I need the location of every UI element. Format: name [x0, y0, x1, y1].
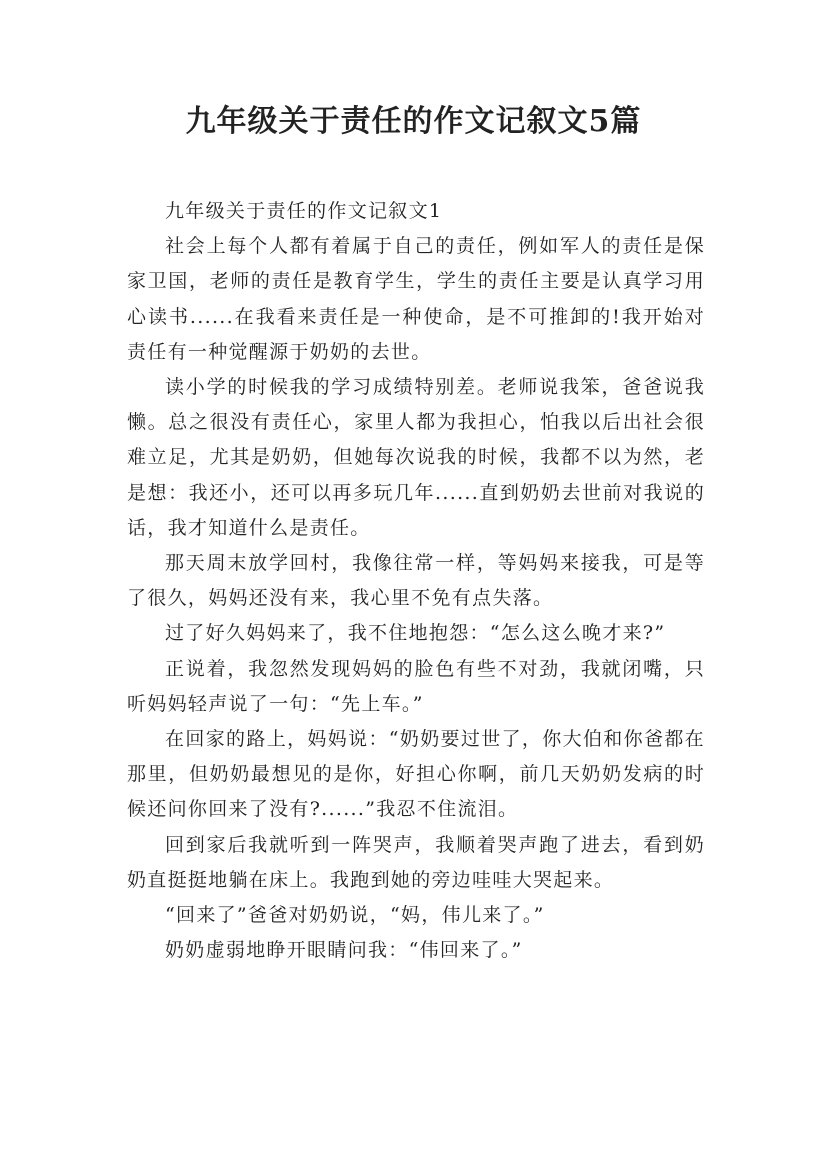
paragraph: 在回家的路上，妈妈说：“奶奶要过世了，你大伯和你爸都在那里，但奶奶最想见的是你，好担心你啊，前几天奶奶发病的时候还问你回来了没有?......”我忍不住流泪。 [127, 728, 705, 821]
paragraph: 那天周末放学回村，我像往常一样，等妈妈来接我，可是等了很久，妈妈还没有来，我心里不免有点失落。 [127, 552, 705, 610]
document-title: 九年级关于责任的作文记叙文5篇 [185, 104, 642, 139]
paragraph: 读小学的时候我的学习成绩特别差。老师说我笨，爸爸说我懒。总之很没有责任心，家里人都为我担心，怕我以后出社会很难立足，尤其是奶奶，但她每次说我的时候，我都不以为然，老是想：我还小，还可以再多玩几年......直到奶奶去世前对我说的话，我才知道什么是责任。 [127, 376, 705, 539]
paragraph: 社会上每个人都有着属于自己的责任，例如军人的责任是保家卫国，老师的责任是教育学生，学生的责任主要是认真学习用心读书......在我看来责任是一种使命，是不可推卸的!我开始对责任有一种觉醒源于奶奶的去世。 [127, 235, 705, 363]
section-heading: 九年级关于责任的作文记叙文1 [165, 200, 443, 222]
paragraph: 过了好久妈妈来了，我不住地抱怨：“怎么这么晚才来?” [165, 622, 666, 645]
document-body [127, 194, 705, 968]
paragraph: 回到家后我就听到一阵哭声，我顺着哭声跑了进去，看到奶奶直挺挺地躺在床上。我跑到她的旁边哇哇大哭起来。 [127, 833, 705, 891]
paragraph: 奶奶虚弱地睁开眼睛问我：“伟回来了。” [165, 939, 523, 962]
paragraph: 正说着，我忽然发现妈妈的脸色有些不对劲，我就闭嘴，只听妈妈轻声说了一句：“先上车。” [127, 657, 705, 715]
paragraph: “回来了”爸爸对奶奶说，“妈，伟儿来了。” [165, 904, 545, 927]
